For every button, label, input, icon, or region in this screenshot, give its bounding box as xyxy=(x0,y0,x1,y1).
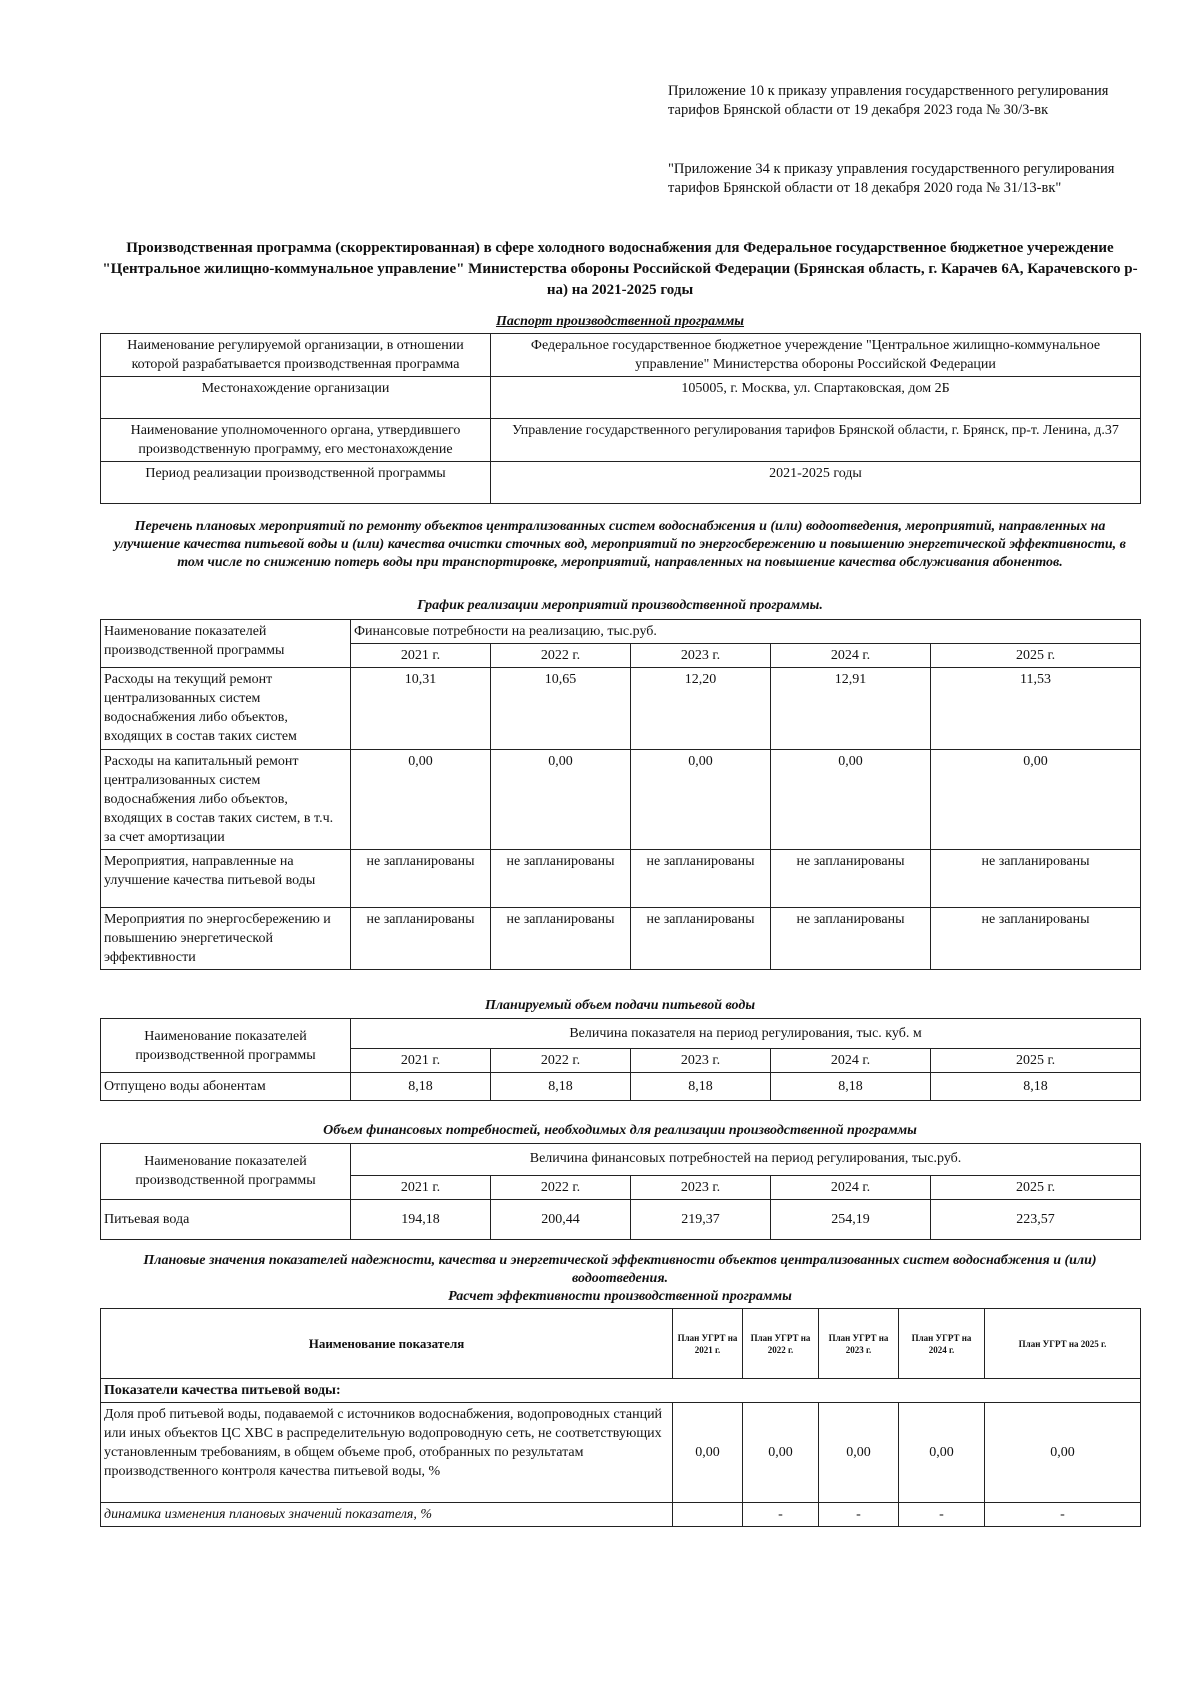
passport-label: Наименование уполномоченного органа, утвердившего производственную программу, его местонахождение xyxy=(101,419,491,462)
year-header: 2025 г. xyxy=(931,1176,1141,1200)
schedule-table xyxy=(100,619,1141,970)
cell-value: 0,00 xyxy=(931,750,1141,850)
section-header: Показатели качества питьевой воды: xyxy=(101,1379,1141,1403)
table-row xyxy=(101,1309,1141,1379)
cell-value: 0,00 xyxy=(899,1403,985,1503)
year-header: 2025 г. xyxy=(931,644,1141,668)
table-row xyxy=(101,419,1141,462)
table-row xyxy=(101,750,1141,850)
table-row xyxy=(101,1403,1141,1503)
cell-value: не запланированы xyxy=(631,908,771,970)
column-header: Наименование показателей производственной программы xyxy=(101,1144,351,1200)
cell-value: 0,00 xyxy=(819,1403,899,1503)
year-header: 2024 г. xyxy=(771,1176,931,1200)
cell-value: 194,18 xyxy=(351,1200,491,1240)
plan-values-caption: Плановые значения показателей надежности, качества и энергетической эффективности объектов централизованных систем водоснабжения и (или) водоотведения. xyxy=(143,1253,1097,1286)
cell-value: 10,31 xyxy=(351,668,491,750)
cell-value: 8,18 xyxy=(631,1073,771,1101)
row-label: Расходы на текущий ремонт централизованных систем водоснабжения либо объектов, входящих в состав таких систем xyxy=(101,668,351,750)
cell-value: 0,00 xyxy=(631,750,771,850)
table-row xyxy=(101,1073,1141,1101)
table-row xyxy=(101,1144,1141,1176)
passport-caption: Паспорт производственной программы xyxy=(495,314,745,329)
cell-value: 219,37 xyxy=(631,1200,771,1240)
cell-value: 0,00 xyxy=(985,1403,1141,1503)
cell-value: 12,20 xyxy=(631,668,771,750)
document-title: Производственная программа (скорректированная) в сфере холодного водоснабжения для Федеральное государственное бюджетное учереждение "Центральное жилищно-коммунальное управление" Министерства обороны Российской Федерации (Брянская область, г. Карачев 6А, Карачевского р-на) на 2021-2025 годы xyxy=(102,240,1138,298)
group-header: Величина финансовых потребностей на период регулирования, тыс.руб. xyxy=(351,1144,1141,1176)
water-volume-table xyxy=(100,1018,1141,1101)
table-row xyxy=(101,1200,1141,1240)
table-row xyxy=(101,1019,1141,1049)
cell-value: не запланированы xyxy=(351,850,491,908)
row-label: Расходы на капитальный ремонт централизованных систем водоснабжения либо объектов, входящих в состав таких систем, в т.ч. за счет амортизации xyxy=(101,750,351,850)
year-header: План УГРТ на 2025 г. xyxy=(985,1309,1141,1379)
row-label: Мероприятия по энергосбережению и повышению энергетической эффективности xyxy=(101,908,351,970)
cell-value: 223,57 xyxy=(931,1200,1141,1240)
cell-value: - xyxy=(899,1503,985,1527)
year-header: 2025 г. xyxy=(931,1049,1141,1073)
cell-value: не запланированы xyxy=(931,850,1141,908)
column-header: Наименование показателей производственной программы xyxy=(101,620,351,668)
passport-label: Наименование регулируемой организации, в отношении которой разрабатывается производственная программа xyxy=(101,334,491,377)
table-row xyxy=(101,377,1141,419)
cell-value: 8,18 xyxy=(771,1073,931,1101)
passport-value: Управление государственного регулирования тарифов Брянской области, г. Брянск, пр-т. Ленина, д.37 xyxy=(491,419,1141,462)
finance-caption: Объем финансовых потребностей, необходимых для реализации производственной программы xyxy=(323,1123,917,1138)
row-label: Отпущено воды абонентам xyxy=(101,1073,351,1101)
year-header: 2024 г. xyxy=(771,644,931,668)
year-header: 2021 г. xyxy=(351,1049,491,1073)
cell-value: 254,19 xyxy=(771,1200,931,1240)
year-header: 2022 г. xyxy=(491,644,631,668)
cell-value: не запланированы xyxy=(491,850,631,908)
year-header: 2023 г. xyxy=(631,1049,771,1073)
cell-value: не запланированы xyxy=(771,908,931,970)
group-header: Величина показателя на период регулирования, тыс. куб. м xyxy=(351,1019,1141,1049)
passport-label: Местонахождение организации xyxy=(101,377,491,419)
annex-reference-1: Приложение 10 к приказу управления государственного регулирования тарифов Брянской области от 19 декабря 2023 года № 30/3-вк xyxy=(668,83,1109,118)
table-row xyxy=(101,1503,1141,1527)
annex-reference-2: "Приложение 34 к приказу управления государственного регулирования тарифов Брянской области от 18 декабря 2020 года № 31/13-вк" xyxy=(668,161,1115,196)
measures-list-caption: Перечень плановых мероприятий по ремонту объектов централизованных систем водоснабжения и (или) водоотведения, мероприятий, направленных на улучшение качества питьевой воды и (или) качества очистки сточных вод, мероприятий по энергосбережению и повышению энергетической эффективности, в том числе по снижению потерь воды при транспортировке, мероприятий, направленных на повышение качества обслуживания абонентов. xyxy=(114,519,1126,570)
cell-value: 11,53 xyxy=(931,668,1141,750)
table-row xyxy=(101,850,1141,908)
table-row xyxy=(101,462,1141,504)
row-label: Мероприятия, направленные на улучшение качества питьевой воды xyxy=(101,850,351,908)
cell-value: - xyxy=(985,1503,1141,1527)
table-row xyxy=(101,620,1141,644)
efficiency-table xyxy=(100,1308,1141,1527)
cell-value: 200,44 xyxy=(491,1200,631,1240)
row-label: динамика изменения плановых значений показателя, % xyxy=(101,1503,673,1527)
cell-value: 8,18 xyxy=(351,1073,491,1101)
group-header: Финансовые потребности на реализацию, тыс.руб. xyxy=(351,620,1141,644)
year-header: 2021 г. xyxy=(351,1176,491,1200)
year-header: 2022 г. xyxy=(491,1049,631,1073)
table-row xyxy=(101,908,1141,970)
finance-table xyxy=(100,1143,1141,1240)
cell-value: 12,91 xyxy=(771,668,931,750)
year-header: План УГРТ на 2024 г. xyxy=(899,1309,985,1379)
cell-value: не запланированы xyxy=(491,908,631,970)
cell-value: 0,00 xyxy=(743,1403,819,1503)
column-header: Наименование показателя xyxy=(101,1309,673,1379)
cell-value: 0,00 xyxy=(491,750,631,850)
year-header: 2021 г. xyxy=(351,644,491,668)
year-header: План УГРТ на 2021 г. xyxy=(673,1309,743,1379)
efficiency-caption: Расчет эффективности производственной программы xyxy=(448,1289,792,1304)
water-volume-caption: Планируемый объем подачи питьевой воды xyxy=(484,998,756,1013)
year-header: 2024 г. xyxy=(771,1049,931,1073)
column-header: Наименование показателей производственной программы xyxy=(101,1019,351,1073)
cell-value: 0,00 xyxy=(771,750,931,850)
table-row xyxy=(101,668,1141,750)
cell-value: не запланированы xyxy=(351,908,491,970)
passport-label: Период реализации производственной программы xyxy=(101,462,491,504)
row-label: Питьевая вода xyxy=(101,1200,351,1240)
cell-value: 8,18 xyxy=(491,1073,631,1101)
cell-value: не запланированы xyxy=(771,850,931,908)
passport-table xyxy=(100,333,1141,504)
cell-value: - xyxy=(743,1503,819,1527)
year-header: 2023 г. xyxy=(631,644,771,668)
cell-value xyxy=(673,1503,743,1527)
cell-value: - xyxy=(819,1503,899,1527)
year-header: 2022 г. xyxy=(491,1176,631,1200)
passport-value: Федеральное государственное бюджетное учереждение "Центральное жилищно-коммунальное управление" Министерства обороны Российской Федерации xyxy=(491,334,1141,377)
schedule-caption: График реализации мероприятий производственной программы. xyxy=(417,598,823,613)
cell-value: не запланированы xyxy=(631,850,771,908)
passport-value: 2021-2025 годы xyxy=(491,462,1141,504)
cell-value: 10,65 xyxy=(491,668,631,750)
table-row xyxy=(101,334,1141,377)
cell-value: 0,00 xyxy=(673,1403,743,1503)
year-header: 2023 г. xyxy=(631,1176,771,1200)
passport-value: 105005, г. Москва, ул. Спартаковская, дом 2Б xyxy=(491,377,1141,419)
row-label: Доля проб питьевой воды, подаваемой с источников водоснабжения, водопроводных станций или иных объектов ЦС ХВС в распределительную водопроводную сеть, не соответствующих установленным требованиям, в общем объеме проб, отобранных по результатам производственного контроля качества питьевой воды, % xyxy=(101,1403,673,1503)
cell-value: не запланированы xyxy=(931,908,1141,970)
cell-value: 8,18 xyxy=(931,1073,1141,1101)
table-row xyxy=(101,1379,1141,1403)
year-header: План УГРТ на 2023 г. xyxy=(819,1309,899,1379)
cell-value: 0,00 xyxy=(351,750,491,850)
year-header: План УГРТ на 2022 г. xyxy=(743,1309,819,1379)
